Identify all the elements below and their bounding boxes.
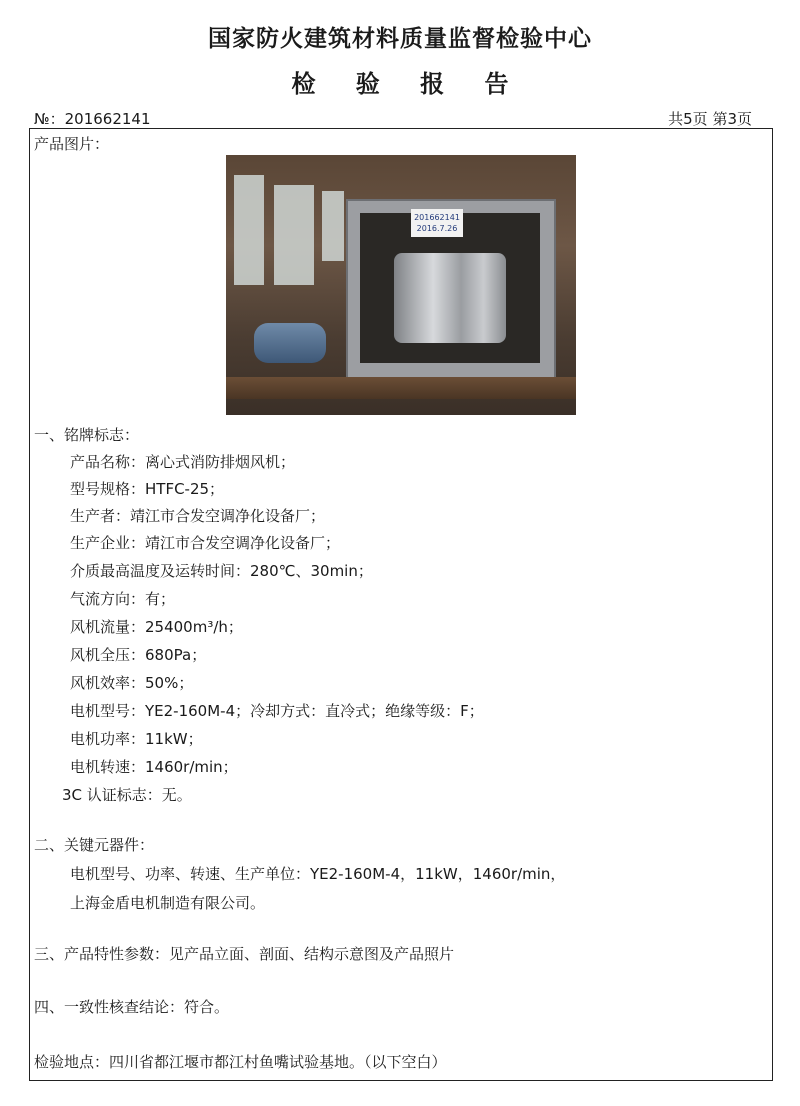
base-frame xyxy=(226,377,576,399)
section-3-title: 三、产品特性参数：见产品立面、剖面、结构示意图及产品照片 xyxy=(34,945,455,963)
nameplate-line: 型号规格：HTFC-25； xyxy=(70,480,225,498)
nameplate-line: 气流方向：有； xyxy=(70,590,176,608)
photo-label: 产品图片： xyxy=(34,135,110,153)
section-2-title: 二、关键元器件： xyxy=(34,836,155,854)
report-title: 检 验 报 告 xyxy=(291,70,525,98)
organization-name: 国家防火建筑材料质量监督检验中心 xyxy=(208,26,592,52)
nameplate-line: 生产企业：靖江市合发空调净化设备厂； xyxy=(70,534,341,552)
nameplate-line: 风机流量：25400m³/h； xyxy=(70,618,243,636)
nameplate-line: 风机效率：50%； xyxy=(70,674,194,692)
nameplate-line: 介质最高温度及运转时间：280℃、30min； xyxy=(70,562,373,580)
nameplate-line: 电机功率：11kW； xyxy=(70,730,203,748)
nameplate-line: 生产者：靖江市合发空调净化设备厂； xyxy=(70,507,326,525)
nameplate-line: 风机全压：680Pa； xyxy=(70,646,207,664)
fan-drum xyxy=(394,253,506,343)
report-number: №：201662141 xyxy=(34,110,151,128)
page-indicator: 共5页 第3页 xyxy=(668,110,752,128)
nameplate-line: 电机型号：YE2-160M-4；冷却方式：直冷式；绝缘等级：F； xyxy=(70,702,484,720)
motor xyxy=(254,323,326,363)
component-line: 电机型号、功率、转速、生产单位：YE2-160M-4，11kW，1460r/min， xyxy=(70,865,566,883)
nameplate-line: 电机转速：1460r/min； xyxy=(70,758,238,776)
section-1-title: 一、铭牌标志： xyxy=(34,426,140,444)
nameplate-line: 3C 认证标志：无。 xyxy=(62,786,192,804)
sample-tag: 201662141 2016.7.26 xyxy=(411,209,463,237)
section-4-title: 四、一致性核查结论：符合。 xyxy=(34,998,230,1016)
component-line: 上海金盾电机制造有限公司。 xyxy=(70,894,266,912)
product-photo xyxy=(226,155,576,415)
test-location: 检验地点：四川省都江堰市都江村鱼嘴试验基地。（以下空白） xyxy=(34,1053,447,1071)
nameplate-line: 产品名称：离心式消防排烟风机； xyxy=(70,453,296,471)
